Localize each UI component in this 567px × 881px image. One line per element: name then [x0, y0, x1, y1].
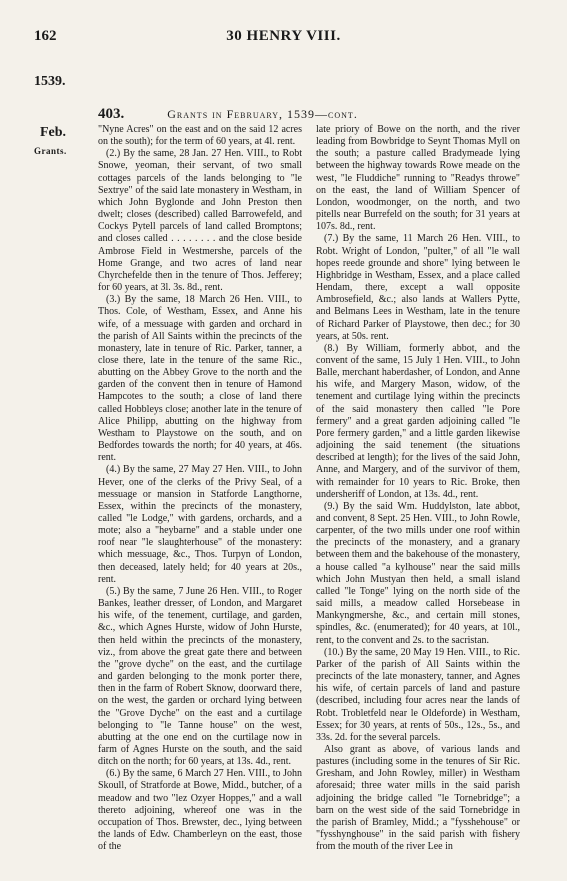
entry-header: [98, 106, 538, 123]
left-column: [98, 124, 302, 874]
paragraph: (5.) By the same, 7 June 26 Hen. VIII., to Roger Bankes, leather dresser, of London, and Margaret his wife, of the tenement, curtilage, and garden, &c., which Agnes Hurste, widow of John Hurste, then held within the precincts of the monastery, viz., from above the great gate there and between the "grove dyche" on the east, and the curtilage and garden belonging to the monk porter there, then in the farm of Robert Sknow, doorward there, on the west, the garden or orchard lying between the "Grove Dyche" on the east and a curtilage belonging to "le Tanne house" on the west, abutting at the one end on the curtilage now in farm of Agnes Hurste on the south, and the said ditch on the north; for 60 years, at 13s. 4d., rent.: [98, 585, 302, 768]
paragraph: (4.) By the same, 27 May 27 Hen. VIII., to John Hever, one of the clerks of the Privy Seal, of a messuage or mansion in Statforde Langthorne, Essex, within the precincts of the monastery, called "le Lodge," with gardens, orchards, and a mote; also a "heybarne" and a stable under one roof near "le slaughterhouse" of the monastery: which messuage, &c., Thos. Turpyn of London, then deceased, lately held; for 40 years at 20s., rent.: [98, 464, 302, 585]
paragraph: (10.) By the same, 20 May 19 Hen. VIII., to Ric. Parker of the parish of All Saints within the precincts of the late monastery, tanner, and Agnes his wife, of certain parcels of land and pasture (described, including four acres near the lands of Robt. Trobletfeld near le Oldeforde) in Westham, Essex; for 30 years, at rents of 50s., 12s., 5s., and 33s. 2d. for the several parcels.: [316, 646, 520, 743]
paragraph: "Nyne Acres" on the east and on the said 12 acres on the south); for the term of 60 years, at 4l. rent.: [98, 124, 302, 148]
margin-year: 1539.: [34, 74, 66, 89]
paragraph: (8.) By William, formerly abbot, and the convent of the same, 15 July 1 Hen. VIII., to John Balle, merchant haberdasher, of London, and Anne his wife, and Margery Mason, widow, of the tenement and curtilage lying within the precincts of the said monastery then called "le Pore fermery" and a great garden adjoining called "le Pore fermery garden," and a little garden likewise adjoining the said tenement (the situations described at length); for the lives of the said John, Anne, and Margery, and of the survivor of them, with remainder for 10 years to Ric. Broke, then undersheriff of London, at 13s. 4d., rent.: [316, 342, 520, 500]
margin-month: Feb.: [40, 125, 67, 140]
page-number: 162: [34, 28, 57, 44]
paragraph: Also grant as above, of various lands and pastures (including some in the tenures of Sir Ric. Gresham, and John Rowley, miller) in Westham aforesaid; three water mills in the said parish adjoining the bridge called "le Tornebridge"; a barn on the west side of the said Tornebridge in the parish of Bramley, Midd.; a "fysshehouse" or "fysshynghouse" in the said parish with fishery from the mouth of the river Lee in: [316, 743, 520, 853]
paragraph: (3.) By the same, 18 March 26 Hen. VIII., to Thos. Cole, of Westham, Essex, and Anne his wife, of a messuage with garden and orchard in the parish of All Saints within the precincts of the monastery, late in tenure of Ric. Parker, tanner, a close there, late in the tenure of the same Ric., abutting on the Abbey Grove to the north and the garden of the convent then in tenure of Hamond Hampcotes to the south; a close of land there called Hobbleys close; another late in the tenure of Alice Philipp, abutting on the highway from Westham to Playstowe on the south, and on Bedfordes towards the north; for 40 years, at 46s. rent.: [98, 294, 302, 464]
paragraph: (9.) By the said Wm. Huddylston, late abbot, and convent, 8 Sept. 25 Hen. VIII., to John Rowle, carpenter, of the two mills under one roof within the precincts of the monastery, and a granary between them and the bakehouse of the monastery, a house called "a kylhouse" near the said mills which John Mustyan then held, a small island called "le Tonge" lying on the north side of the said mills, a meadow called Horsebease in Mankyngmershe, &c., and certain mill stones, spindles, &c. (enumerated); for 40 years, at 10l., rent, to the convent and 2s. to the sacristan.: [316, 500, 520, 646]
entry-number: 403.: [98, 106, 125, 122]
margin-section-label: Grants.: [34, 146, 67, 156]
paragraph: (2.) By the same, 28 Jan. 27 Hen. VIII., to Robt Snowe, yeoman, their servant, of two small cottages parcels of the lands belonging to "le Sextrye" of the said late monastery in Westham, in which John Byglonde and John Preston then dwelt; closes (described) called Barrowefeld, and Cockys Pytell parcels of land called Bromptons; and closes called . . . . . . . . and the close beside Ambrose Field in Westmershe, parcels of the Home Grange, and two acres of land near Chyrchefelde then in the tenure of Thos. Jefferey; for 60 years, at 3l. 3s. 8d., rent.: [98, 148, 302, 294]
entry-title: Grants in February, 1539—cont.: [167, 107, 358, 121]
paragraph: late priory of Bowe on the north, and the river leading from Bowbridge to Seynt Thomas Myll on the south; a pasture called Bradymeade lying between the highway towards Rowe meade on the west, "le Fluddiche" running to "Readys throwe" on the east, the land of William Spencer of London, woodmonger, on the north, and two pitells near Burrefeld on the south; for 31 years at 107s. 8d., rent.: [316, 124, 520, 233]
right-column: [316, 124, 520, 874]
running-title: 30 HENRY VIII.: [226, 28, 341, 44]
paragraph: (6.) By the same, 6 March 27 Hen. VIII., to John Skoull, of Stratforde at Bowe, Midd., butcher, of a meadow and two "lez Ozyer Hoppes," and a wall thereto adjoining, whereof one was in the occupation of Thos. Brewster, dec., lying between the lands of Edw. Chamberleyn on the east, those of the: [98, 768, 302, 853]
paragraph: (7.) By the same, 11 March 26 Hen. VIII., to Robt. Wright of London, "pulter," of all "le wall hopes reede grounde and shore" lying between le Highbridge in Westham, Essex, and a place called Hendam, there, except a wall opposite Ambrosefield, &c.; also lands at Wallers Pytte, and Belmans Lees in Westham, late in the tenure of Richard Parker of Playstowe, then dec.; for 30 years, at 50s. rent.: [316, 233, 520, 342]
